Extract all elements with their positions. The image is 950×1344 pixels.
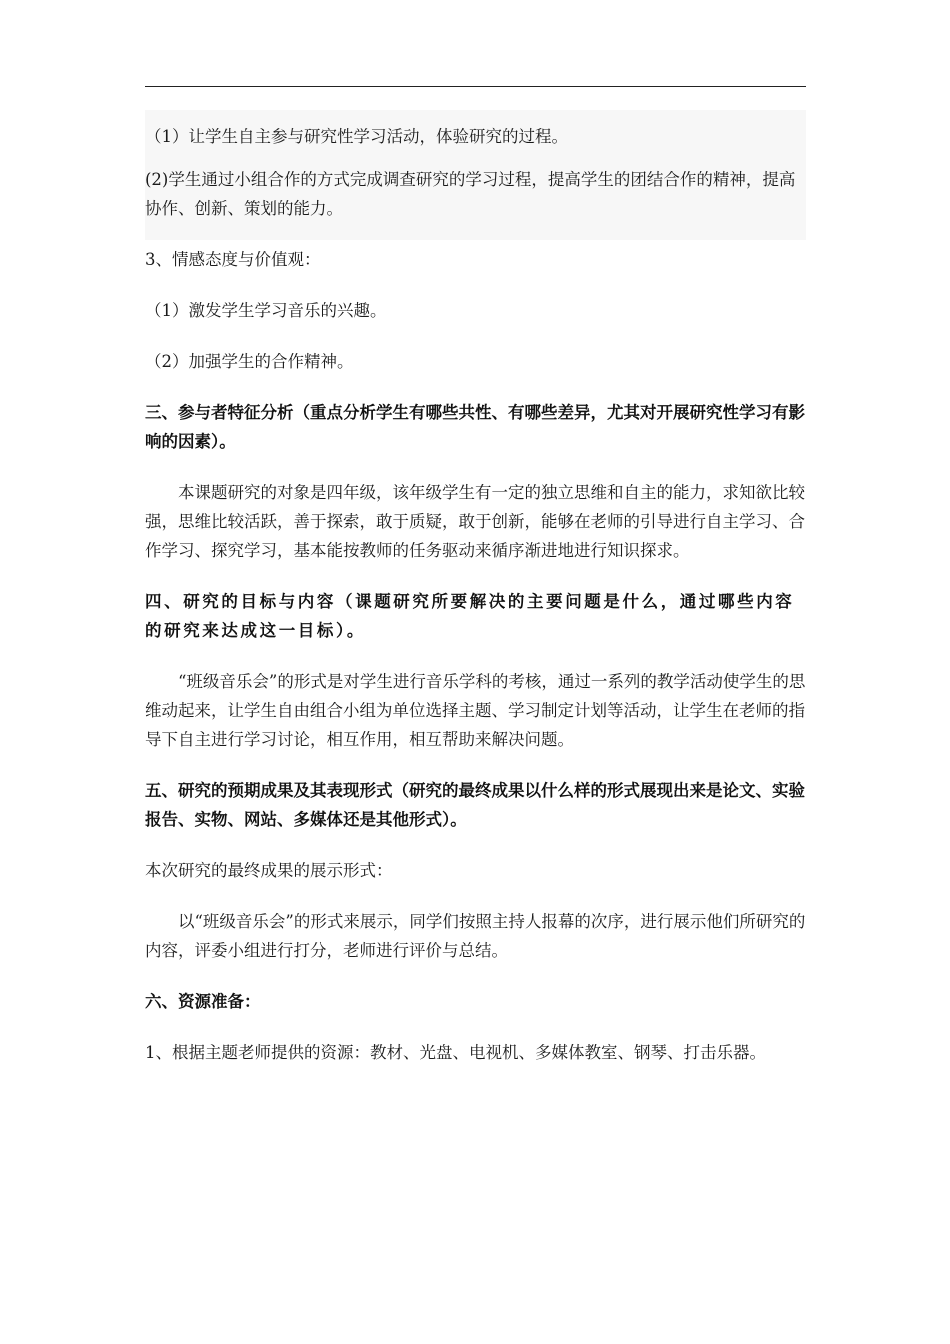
section-4-heading: 四、研究的目标与内容（课题研究所要解决的主要问题是什么，通过哪些内容的研究来达成这一目标）。 [145, 592, 795, 640]
skill-goal-1: （1）让学生自主参与研究性学习活动，体验研究的过程。 [145, 127, 568, 146]
section-6-item-1: 1、根据主题老师提供的资源：教材、光盘、电视机、多媒体教室、钢琴、打击乐器。 [145, 1043, 766, 1062]
section-4-body: “班级音乐会”的形式是对学生进行音乐学科的考核，通过一系列的教学活动使学生的思维动起来，让学生自由组合小组为单位选择主题、学习制定计划等活动，让学生在老师的指导下自主进行学习讨论，相互作用，相互帮助来解决问题。 [145, 672, 806, 749]
document-body [145, 122, 806, 1067]
attitude-goal-1: （1）激发学生学习音乐的兴趣。 [145, 301, 387, 320]
section-3-body: 本课题研究的对象是四年级，该年级学生有一定的独立思维和自主的能力，求知欲比较强，思维比较活跃，善于探索，敢于质疑，敢于创新，能够在老师的引导进行自主学习、合作学习、探究学习，基本能按教师的任务驱动来循序渐进地进行知识探求。 [145, 483, 805, 560]
section-5-heading: 五、研究的预期成果及其表现形式（研究的最终成果以什么样的形式展现出来是论文、实验报告、实物、网站、多媒体还是其他形式）。 [145, 781, 805, 829]
section-5-intro: 本次研究的最终成果的展示形式： [145, 861, 393, 880]
attitude-goal-2: （2）加强学生的合作精神。 [145, 352, 354, 371]
section-6-heading: 六、资源准备： [145, 992, 261, 1011]
section-5-body: 以“班级音乐会”的形式来展示，同学们按照主持人报幕的次序，进行展示他们所研究的内容，评委小组进行打分，老师进行评价与总结。 [145, 912, 806, 960]
header-rule [145, 86, 806, 87]
attitude-heading: 3、情感态度与价值观： [145, 250, 321, 269]
skill-goal-2: (2)学生通过小组合作的方式完成调查研究的学习过程，提高学生的团结合作的精神，提高协作、创新、策划的能力。 [145, 170, 796, 218]
section-3-heading: 三、参与者特征分析（重点分析学生有哪些共性、有哪些差异，尤其对开展研究性学习有影响的因素）。 [145, 403, 805, 451]
